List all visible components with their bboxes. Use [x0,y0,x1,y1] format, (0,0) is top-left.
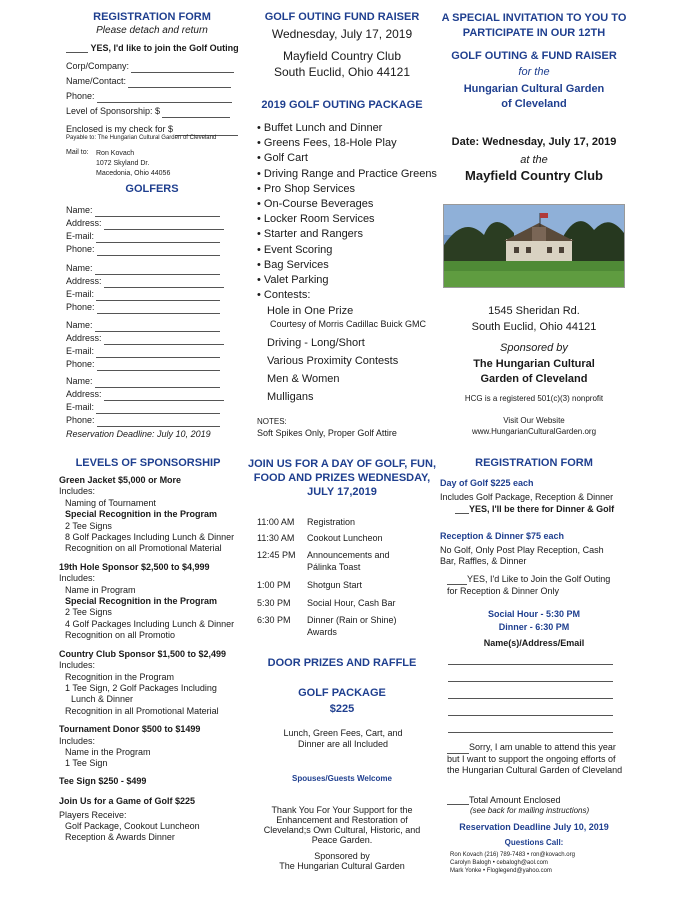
courtesy-line: Courtesy of Morris Cadillac Buick GMC [270,319,427,329]
golfer-phone-field[interactable]: Phone: [66,358,224,371]
reservation-deadline-left: Reservation Deadline: July 10, 2019 [66,429,211,439]
golfer-3-fields [66,319,224,371]
sponsored-by-label: Sponsored by [314,851,370,861]
clubhouse-image [444,205,624,287]
package-list [257,121,437,303]
schedule [257,516,437,646]
schedule-time: 11:00 AM [257,517,295,527]
dinner-time: Dinner - 6:30 PM [498,622,570,632]
names-address-email-label: Name(s)/Address/Email [483,638,585,648]
check-amount-field[interactable]: Enclosed is my check for $ [66,123,238,136]
sponsorship-levels-title: LEVELS OF SPONSORSHIP [75,457,221,469]
includes-label: Includes: [59,573,96,584]
contact-line: Ron Kovach (216) 789-7483 • ron@kovach.org [450,852,575,858]
door-prizes-heading: DOOR PRIZES AND RAFFLE [267,657,417,669]
club-city: South Euclid, Ohio 44121 [273,65,411,79]
country-club-photo [443,204,625,288]
hole-19-level: 19th Hole Sponsor $2,500 to $4,999 [59,561,210,572]
contact-line: Carolyn Balogh • cebalogh@aol.com [450,860,548,866]
list-item: • Golf Cart [257,152,308,165]
sorry-blank[interactable] [447,744,469,754]
tournament-donor-level: Tournament Donor $500 to $1499 [59,724,201,735]
contest-list [267,334,398,406]
golfer-email-field[interactable]: E-mail: [66,401,224,414]
join-game-level: Join Us for a Game of Golf $225 [59,796,196,807]
list-item: • Starter and Rangers [257,228,363,241]
list-item: • Driving Range and Practice Greens [257,167,437,180]
address-line-2: South Euclid, Ohio 44121 [471,321,597,333]
join-checkbox-row[interactable] [66,43,239,53]
entry-line[interactable] [448,686,613,699]
golfer-name-field[interactable]: Name: [66,204,224,217]
schedule-event: Announcements and Pálinka Toast [307,550,390,572]
see-back-note: (see back for mailing instructions) [470,806,590,815]
schedule-time: 11:30 AM [257,533,295,543]
entry-line[interactable] [448,652,613,665]
list-item: Driving - Long/Short [267,337,365,349]
golfer-phone-field[interactable]: Phone: [66,301,224,314]
at-the: at the [520,154,548,166]
tournament-donor-items: Name in the Program 1 Tee Sign [65,746,151,769]
schedule-event: Cookout Luncheon [307,533,383,543]
payable-to: Payable to: The Hungarian Cultural Garden of Cleveland [66,135,217,141]
golfer-name-field[interactable]: Name: [66,262,224,275]
list-item: • Buffet Lunch and Dinner [257,122,383,134]
registration-form-title-right: REGISTRATION FORM [475,457,593,469]
sorry-label: Sorry, I am unable to attend this year but I want to support the ongoing efforts of the Hungarian Cultural Garden of Cleveland [447,742,623,775]
organization-name: Hungarian Cultural Garden of Cleveland [463,83,605,110]
schedule-time: 6:30 PM [257,615,291,625]
total-amount-label: Total Amount Enclosed [469,795,561,805]
list-item: Various Proximity Contests [267,355,399,367]
total-amount-blank[interactable] [447,795,469,805]
join-us-title: JOIN US FOR A DAY OF GOLF, FUN, FOOD AND PRIZES WEDNESDAY, JULY 17,2019 [247,458,437,498]
reservation-deadline-right: Reservation Deadline July 10, 2019 [459,822,609,832]
registration-form-title: REGISTRATION FORM [93,11,211,23]
address-line-1: 1545 Sheridan Rd. [488,305,580,317]
list-item: • Valet Parking [257,273,329,286]
mail-to-address: Ron Kovach 1072 Skyland Dr. Macedonia, Ohio 44056 [96,150,171,177]
golfers-title: GOLFERS [125,183,179,195]
entry-line[interactable] [448,720,613,733]
golf-package-heading: GOLF PACKAGE [298,687,386,699]
event-date: Wednesday, July 17, 2019 [271,27,413,41]
corp-company-field[interactable]: Corp/Company: [66,60,238,73]
spouses-welcome: Spouses/Guests Welcome [292,774,392,783]
names-entry-lines[interactable] [448,652,613,733]
venue-name: Mayfield Country Club [465,168,603,183]
country-club-items: Recognition in the Program 1 Tee Sign, 2 Golf Packages Including Lunch & Dinner Recognition in all Promotional Material [65,671,219,716]
package-title: 2019 GOLF OUTING PACKAGE [261,99,423,111]
green-jacket-level: Green Jacket $5,000 or More [59,475,182,485]
golfer-email-field[interactable]: E-mail: [66,345,224,358]
join-blank[interactable] [66,43,88,53]
golf-package-desc: Lunch, Green Fees, Cart, and Dinner are all Included [283,728,403,749]
sponsor-org-right: The Hungarian Cultural Garden of Cleveland [473,358,595,385]
fund-raiser-title: GOLF OUTING FUND RAISER [264,11,420,23]
reception-dinner-option: Reception & Dinner $75 each [440,531,565,541]
contact-list [450,851,575,875]
golfer-name-field[interactable]: Name: [66,375,224,388]
golfer-1-fields [66,204,224,256]
golfer-phone-field[interactable]: Phone: [66,414,224,427]
contact-fields [66,60,238,136]
country-club-level: Country Club Sponsor $1,500 to $2,499 [59,648,227,659]
event-date-right: Date: Wednesday, July 17, 2019 [451,136,617,148]
schedule-time: 5:30 PM [257,598,291,608]
sorry-row[interactable] [447,742,627,777]
includes-label: Includes: [59,660,96,671]
golfer-address-field[interactable]: Address: [66,388,224,401]
golfer-address-field[interactable]: Address: [66,275,224,288]
sponsorship-level-field[interactable]: Level of Sponsorship: $ [66,105,238,118]
sponsored-by-right: Sponsored by [500,342,568,354]
mail-to-label: Mail to: [66,149,89,156]
questions-label: Questions Call: [504,838,564,847]
list-item: • Locker Room Services [257,213,375,226]
list-item: • Pro Shop Services [257,182,356,195]
yes-dinner-golf-row[interactable] [455,504,614,514]
golfer-4-fields [66,375,224,427]
list-item: Mulligans [267,391,314,403]
website-link[interactable]: www.HungarianCulturalGarden.org [471,427,597,436]
special-invitation: A SPECIAL INVITATION TO YOU TO PARTICIPATE IN OUR 12TH [441,12,627,39]
name-contact-field[interactable]: Name/Contact: [66,75,238,88]
golf-package-price: $225 [329,703,355,715]
green-jacket-items: Naming of Tournament Special Recognition in the Program 2 Tee Signs 8 Golf Packages Including Lunch & Dinner Recognition on all Promotional Material [65,497,235,554]
golfer-email-field[interactable]: E-mail: [66,288,224,301]
list-item: Men & Women [267,373,340,385]
thank-you-text: Thank You For Your Support for the Enhancement and Restoration of Cleveland;s Own Cultural, Historic, and Peace Garden. [263,805,421,845]
golfer-phone-field[interactable]: Phone: [66,243,224,256]
players-receive-label: Players Receive: [59,809,127,820]
schedule-event: Registration [307,517,356,527]
join-label: YES, I'd like to join the Golf Outing [90,43,239,53]
nonprofit-note: HCG is a registered 501(c)(3) nonprofit [464,394,604,403]
entry-line[interactable] [448,703,613,716]
schedule-event: Shotgun Start [307,580,363,590]
hole-in-one: Hole in One Prize [267,305,354,317]
entry-line[interactable] [448,669,613,682]
yes-join-label: YES, I'd Like to Join the Golf Outing for Reception & Dinner Only [447,574,611,596]
day-of-golf-desc: Includes Golf Package, Reception & Dinner [440,492,614,502]
yes-join-blank[interactable] [447,575,467,585]
yes-join-row[interactable] [447,573,622,597]
visit-website-label: Visit Our Website [503,416,565,425]
for-the: for the [518,66,550,78]
golfer-name-field[interactable]: Name: [66,319,224,332]
club-name: Mayfield Country Club [282,49,402,63]
includes-label: Includes: [59,486,96,497]
event-name: GOLF OUTING & FUND RAISER [451,50,617,62]
day-of-golf-option: Day of Golf $225 each [440,478,534,488]
list-item: • Contests: [257,289,311,302]
notes-label: NOTES: [257,417,287,426]
schedule-event: Social Hour, Cash Bar [307,598,396,608]
list-item: • Bag Services [257,258,329,271]
golfer-2-fields [66,262,224,314]
list-item: • Event Scoring [257,243,333,256]
phone-field[interactable]: Phone: [66,90,238,103]
detach-note: Please detach and return [96,25,208,36]
tee-sign-level: Tee Sign $250 - $499 [59,775,147,786]
notes-text: Soft Spikes Only, Proper Golf Attire [257,428,397,438]
schedule-time: 12:45 PM [257,550,296,560]
schedule-event: Dinner (Rain or Shine) Awards [307,615,397,637]
golfer-address-field[interactable]: Address: [66,217,224,230]
hole-19-items: Name in Program Special Recognition in the Program 2 Tee Signs 4 Golf Packages Including Lunch & Dinner Recognition on all Promotio [65,584,235,641]
contact-line: Mark Yonke • Floglegend@yahoo.com [450,868,552,874]
includes-label: Includes: [59,735,96,746]
golfer-address-field[interactable]: Address: [66,332,224,345]
schedule-time: 1:00 PM [257,580,291,590]
list-item: • Greens Fees, 18-Hole Play [257,137,397,150]
social-hour-time: Social Hour - 5:30 PM [487,609,581,619]
sponsor-name: The Hungarian Cultural Garden [279,861,405,871]
yes-dinner-golf-blank[interactable] [455,504,469,514]
sponsorship-list [59,475,249,844]
total-amount-row[interactable] [447,795,561,805]
golfer-email-field[interactable]: E-mail: [66,230,224,243]
reception-dinner-desc: No Golf, Only Post Play Reception, Cash Bar, Raffles, & Dinner [440,545,604,566]
yes-dinner-golf-label: YES, I'll be there for Dinner & Golf [469,504,615,514]
list-item: • On-Course Beverages [257,197,374,210]
join-game-items: Golf Package, Cookout Luncheon Reception & Awards Dinner [65,820,200,843]
